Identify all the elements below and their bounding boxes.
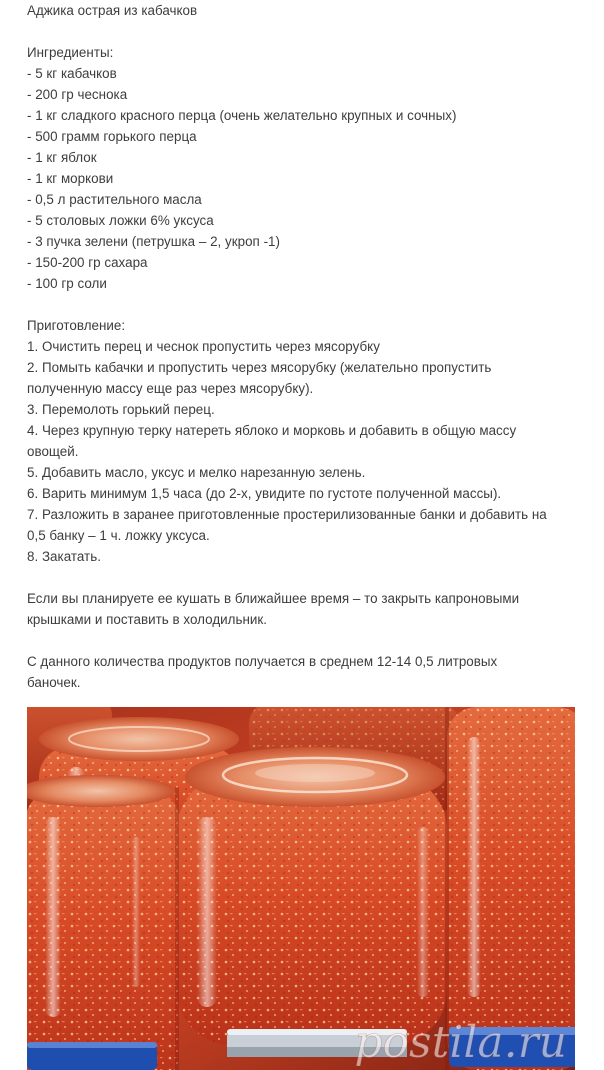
storage-note: крышками и поставить в холодильник. bbox=[27, 612, 268, 627]
preparation-step: 2. Помыть кабачки и пропустить через мясорубку (желательно пропустить bbox=[27, 360, 492, 375]
preparation-step: 0,5 банку – 1 ч. ложку уксуса. bbox=[27, 528, 210, 543]
preparation-step: 5. Добавить масло, уксус и мелко нарезанную зелень. bbox=[27, 465, 366, 480]
ingredients-heading: Ингредиенты: bbox=[27, 45, 114, 60]
preparation-step: 1. Очистить перец и чеснок пропустить через мясорубку bbox=[27, 339, 380, 354]
jar bbox=[177, 747, 447, 1057]
ingredient-item: - 1 кг сладкого красного перца (очень желательно крупных и сочных) bbox=[27, 108, 457, 123]
ingredient-item: - 500 грамм горького перца bbox=[27, 129, 197, 144]
storage-note: Если вы планируете ее кушать в ближайшее время – то закрыть капроновыми bbox=[27, 591, 520, 606]
spacer bbox=[27, 567, 587, 588]
preparation-step: полученную массу еще раз через мясорубку). bbox=[27, 381, 314, 396]
ingredient-item: - 0,5 л растительного масла bbox=[27, 192, 202, 207]
ingredient-item: - 100 гр соли bbox=[27, 276, 107, 291]
ingredient-item: - 5 столовых ложки 6% уксуса bbox=[27, 213, 214, 228]
ingredient-item: - 150-200 гр сахара bbox=[27, 255, 148, 270]
spacer bbox=[27, 21, 587, 42]
ingredient-item: - 3 пучка зелени (петрушка – 2, укроп -1) bbox=[27, 234, 280, 249]
adjika-jars-photo bbox=[27, 707, 575, 1070]
preparation-step: 8. Закатать. bbox=[27, 549, 101, 564]
jar bbox=[447, 707, 575, 1070]
yield-note: С данного количества продуктов получается в среднем 12-14 0,5 литровых bbox=[27, 654, 498, 669]
preparation-step: 6. Варить минимум 1,5 часа (до 2-х, увидите по густоте полученной массы). bbox=[27, 486, 502, 501]
preparation-step: 4. Через крупную терку натереть яблоко и морковь и добавить в общую массу bbox=[27, 423, 517, 438]
jar bbox=[27, 775, 180, 1070]
ingredient-item: - 200 гр чеснока bbox=[27, 87, 128, 102]
recipe-text bbox=[27, 0, 587, 693]
spacer bbox=[27, 294, 587, 315]
yield-note: баночек. bbox=[27, 675, 81, 690]
recipe-title: Аджика острая из кабачков bbox=[27, 3, 198, 18]
preparation-step: 7. Разложить в заранее приготовленные простерилизованные банки и добавить на bbox=[27, 507, 547, 522]
preparation-heading: Приготовление: bbox=[27, 318, 126, 333]
spacer bbox=[27, 630, 587, 651]
preparation-step: 3. Перемолоть горький перец. bbox=[27, 402, 215, 417]
ingredient-item: - 1 кг моркови bbox=[27, 171, 114, 186]
watermark-text: postila.ru bbox=[354, 1017, 567, 1068]
ingredient-item: - 5 кг кабачков bbox=[27, 66, 117, 81]
ingredient-item: - 1 кг яблок bbox=[27, 150, 97, 165]
preparation-step: овощей. bbox=[27, 444, 79, 459]
